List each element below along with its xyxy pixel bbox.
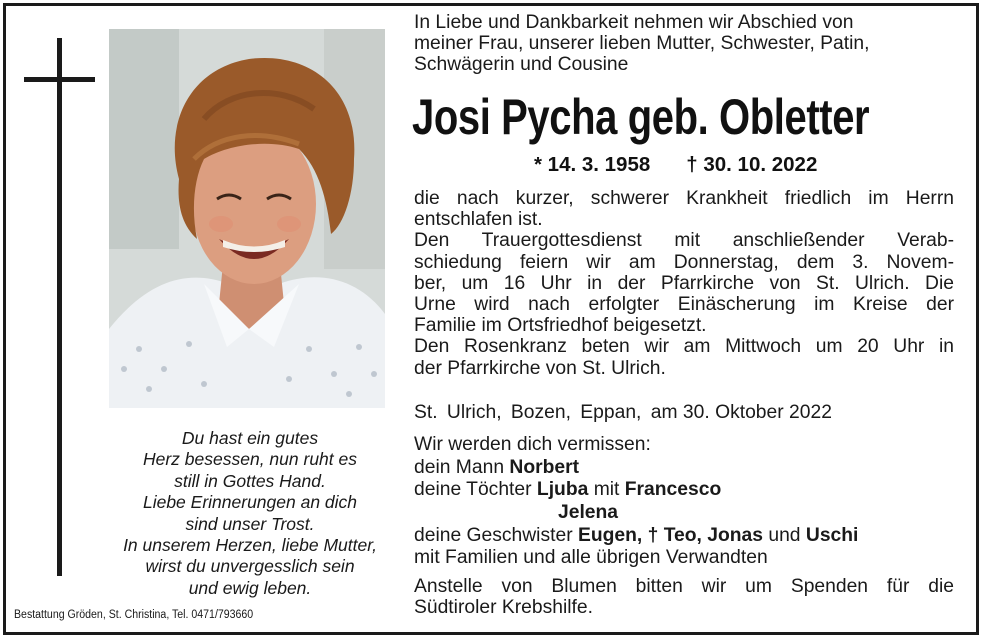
- poem-line: In unserem Herzen, liebe Mutter,: [123, 535, 377, 556]
- mourner-daughter-2: Jelena: [558, 502, 619, 524]
- closing-line: Südtiroler Krebshilfe.: [414, 597, 593, 619]
- poem-line: Du hast ein gutes: [181, 428, 319, 448]
- body-line: entschlafen ist.: [414, 209, 543, 231]
- announcement-body: [414, 188, 954, 379]
- death-date: † 30. 10. 2022: [686, 153, 818, 176]
- poem-line: sind unser Trost.: [185, 513, 315, 534]
- body-line: der Pfarrkirche von St. Ulrich.: [414, 357, 666, 379]
- body-line: schiedung feiern wir am Donnerstag, dem 3. Novem-: [414, 251, 954, 273]
- donation-request: [414, 576, 954, 618]
- life-dates: [534, 153, 817, 177]
- mourner-husband: dein Mann Norbert: [414, 456, 580, 478]
- closing-line: Anstelle von Blumen bitten wir um Spenden für die: [414, 576, 954, 597]
- body-line: Familie im Ortsfriedhof beigesetzt.: [414, 315, 707, 337]
- mourner-daughters: deine Töchter Ljuba mit Francesco: [414, 479, 722, 501]
- intro-line: In Liebe und Dankbarkeit nehmen wir Abschied von: [414, 12, 854, 33]
- birth-date: * 14. 3. 1958: [534, 153, 651, 176]
- intro-line: meiner Frau, unserer lieben Mutter, Schwester, Patin,: [414, 33, 870, 55]
- body-line: die nach kurzer, schwerer Krankheit friedlich im Herrn: [414, 188, 954, 209]
- poem-line: wirst du unvergesslich sein: [145, 556, 355, 577]
- date: am 30. Oktober 2022: [650, 402, 832, 423]
- body-line: ber, um 16 Uhr in der Pfarrkirche von St. Ulrich. Die: [414, 272, 954, 294]
- undertaker-note: Bestattung Gröden, St. Christina, Tel. 0471/793660: [14, 609, 254, 621]
- mourner-families: mit Familien und alle übrigen Verwandten: [414, 547, 768, 569]
- poem-line: und ewig leben.: [188, 577, 312, 598]
- intro-text: [414, 12, 954, 76]
- mourners-heading: Wir werden dich vermissen:: [414, 434, 651, 455]
- body-line: Den Trauergottesdienst mit anschließender Verab-: [414, 230, 954, 252]
- poem-line: still in Gottes Hand.: [174, 470, 326, 491]
- place-and-date: [414, 402, 832, 424]
- body-line: Urne wird nach erfolgter Einäscherung im Kreise der: [414, 294, 954, 316]
- memorial-poem: [100, 428, 400, 599]
- body-line: Den Rosenkranz beten wir am Mittwoch um 20 Uhr in: [414, 336, 954, 358]
- mourner-siblings: deine Geschwister Eugen, † Teo, Jonas und Uschi: [414, 524, 859, 546]
- poem-line: Liebe Erinnerungen an dich: [142, 492, 358, 513]
- mourners-list: [414, 434, 954, 570]
- deceased-name: Josi Pycha geb. Obletter: [412, 89, 870, 145]
- place: St. Ulrich, Bozen, Eppan,: [414, 402, 642, 423]
- poem-line: Herz besessen, nun ruht es: [142, 449, 357, 470]
- portrait-photo: [109, 29, 385, 408]
- intro-line: Schwägerin und Cousine: [414, 54, 629, 76]
